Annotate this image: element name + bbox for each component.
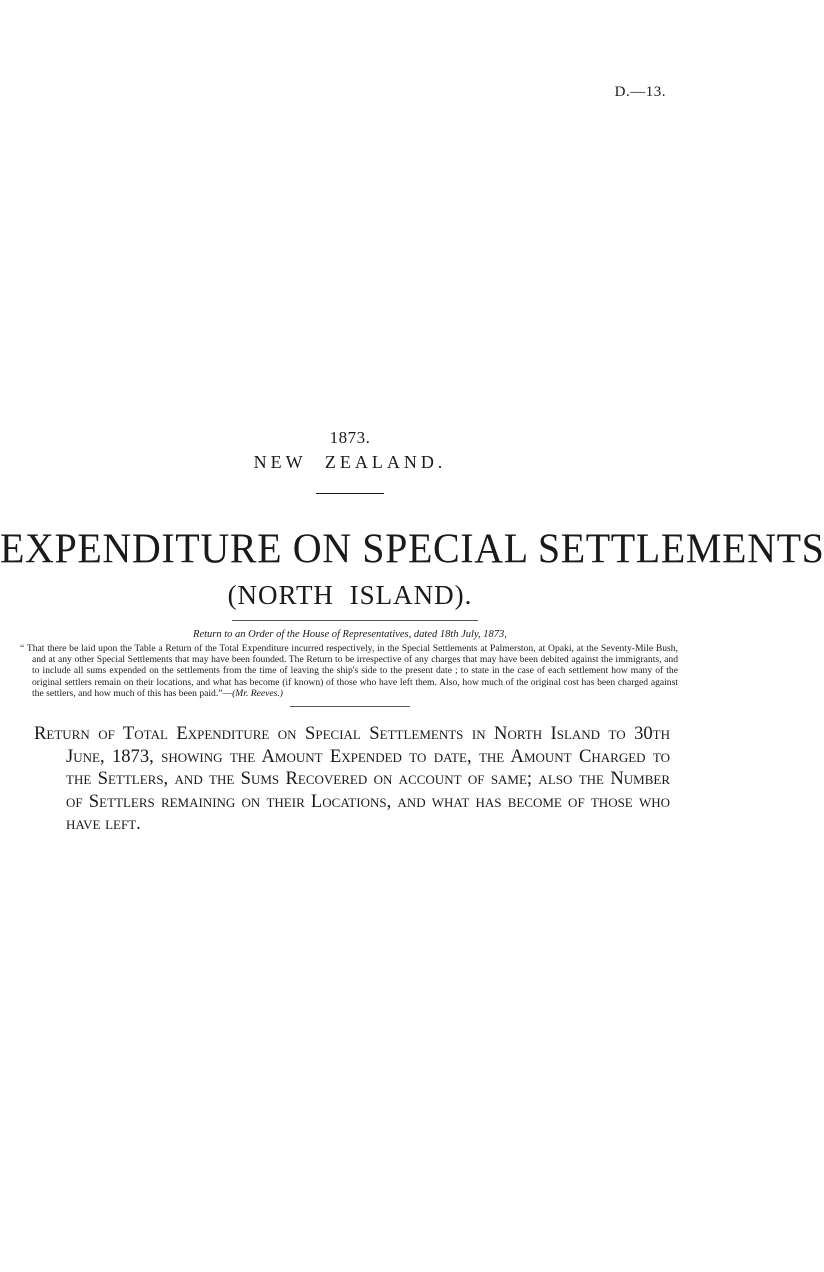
section-divider (232, 620, 478, 621)
country-heading: NEW ZEALAND. (253, 452, 447, 472)
order-quote (20, 643, 678, 699)
return-statement: Return of Total Expenditure on Special Settlements in North Island to 30th June, 1873, showing the Amount Expended to date, the Amount Charged to the Settlers, and the Sums Recovered on account of same; also the Number of Settlers remaining on their Locations, and what has become of those who have left. (34, 723, 670, 834)
sub-title: (NORTH ISLAND). (227, 580, 473, 610)
main-title: EXPENDITURE ON SPECIAL SETTLEMENTS (0, 524, 824, 573)
title-divider (316, 493, 384, 494)
document-year: 1873. (329, 428, 371, 447)
page-reference: D.—13. (614, 84, 666, 100)
quote-divider (290, 706, 410, 707)
order-quote-attribution: (Mr. Reeves.) (232, 687, 283, 699)
order-quote-text: “ That there be laid upon the Table a Return of the Total Expenditure incurred respectively, in the Special Settlements at Palmerston, at Opaki, at the Seventy-Mile Bush, and at any other Special Settlements that may have been founded. The Return to be irrespective of any charges that may have been debited against the immigrants, and to include all sums expended on the settlements from the time of leaving the ship's side to the present date ; to state in the case of each settlement how many of the original settlers remain on their locations, and what has become (if known) of those who have left them. Also, how much of the original cost has been charged against the settlers, and how much of this has been paid.”— (20, 643, 678, 699)
order-reference: Return to an Order of the House of Representatives, dated 18th July, 1873, (193, 629, 507, 640)
